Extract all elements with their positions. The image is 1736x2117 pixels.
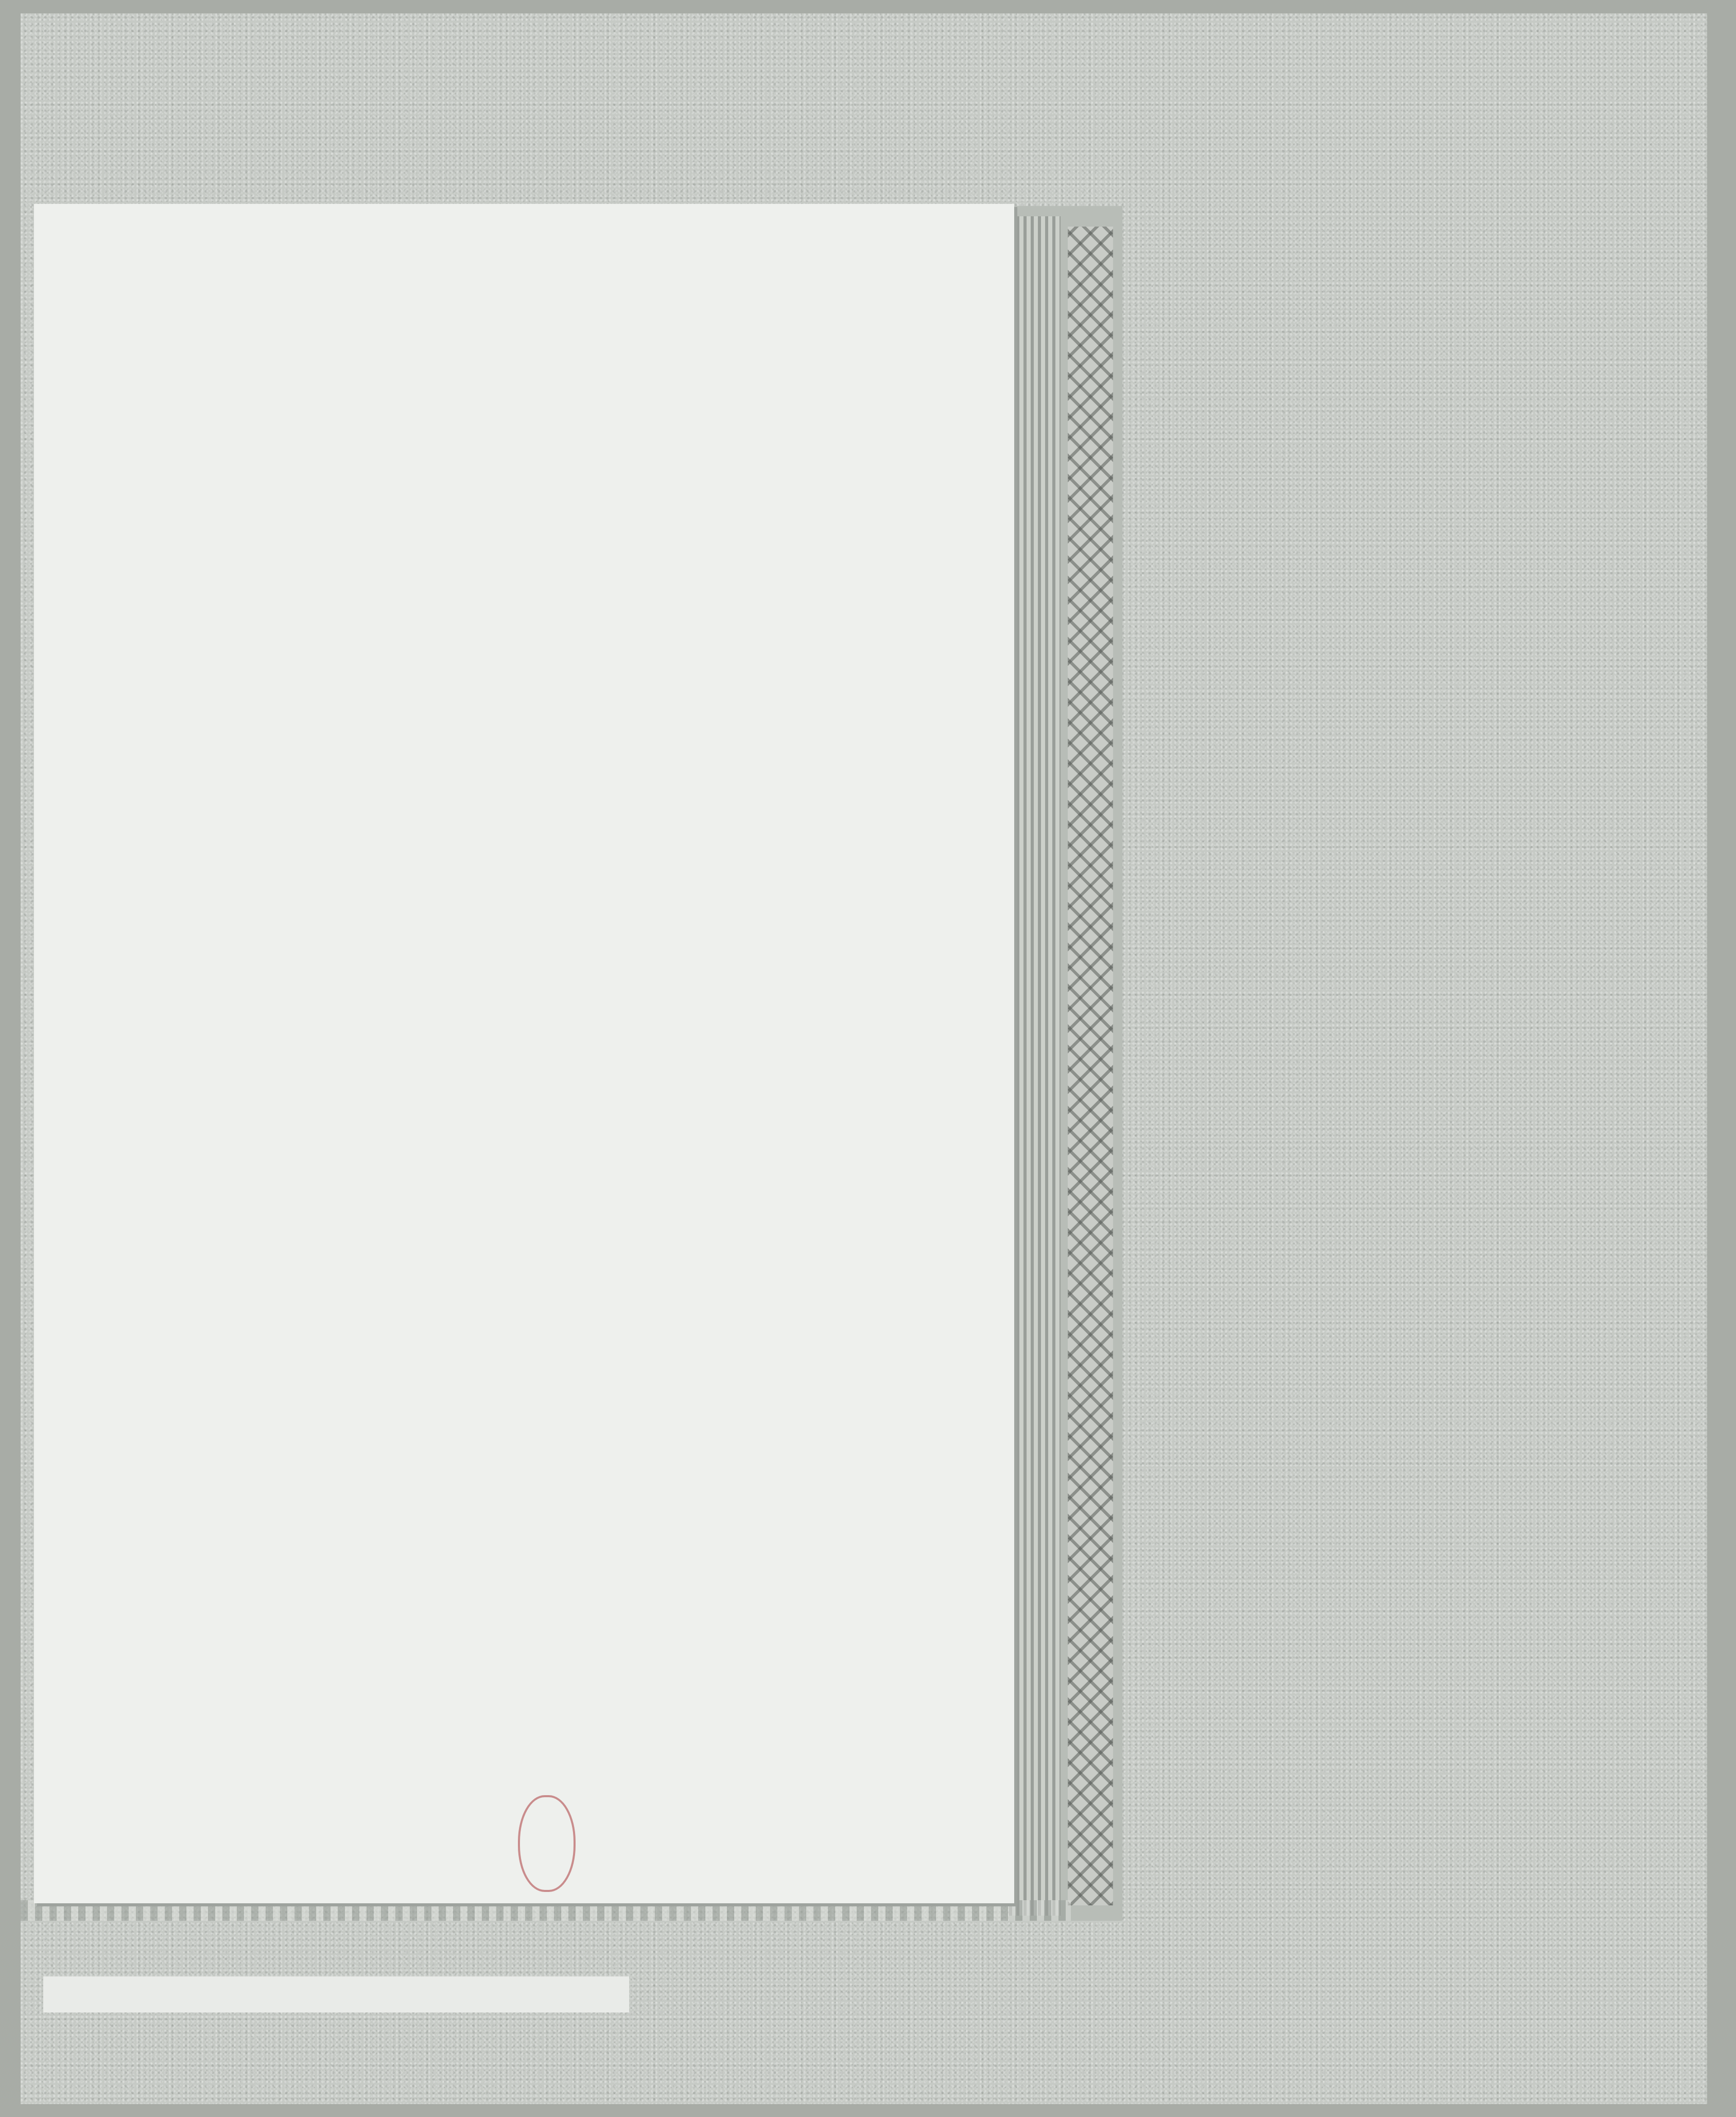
library-stamp: [518, 1795, 576, 1892]
restriction-label: [43, 1976, 629, 2012]
cover-ornament-border: [1068, 227, 1113, 1905]
page-edges: [1009, 216, 1061, 1916]
bottom-ornament-border: [21, 1900, 1071, 1921]
book-page: [34, 204, 1014, 1903]
